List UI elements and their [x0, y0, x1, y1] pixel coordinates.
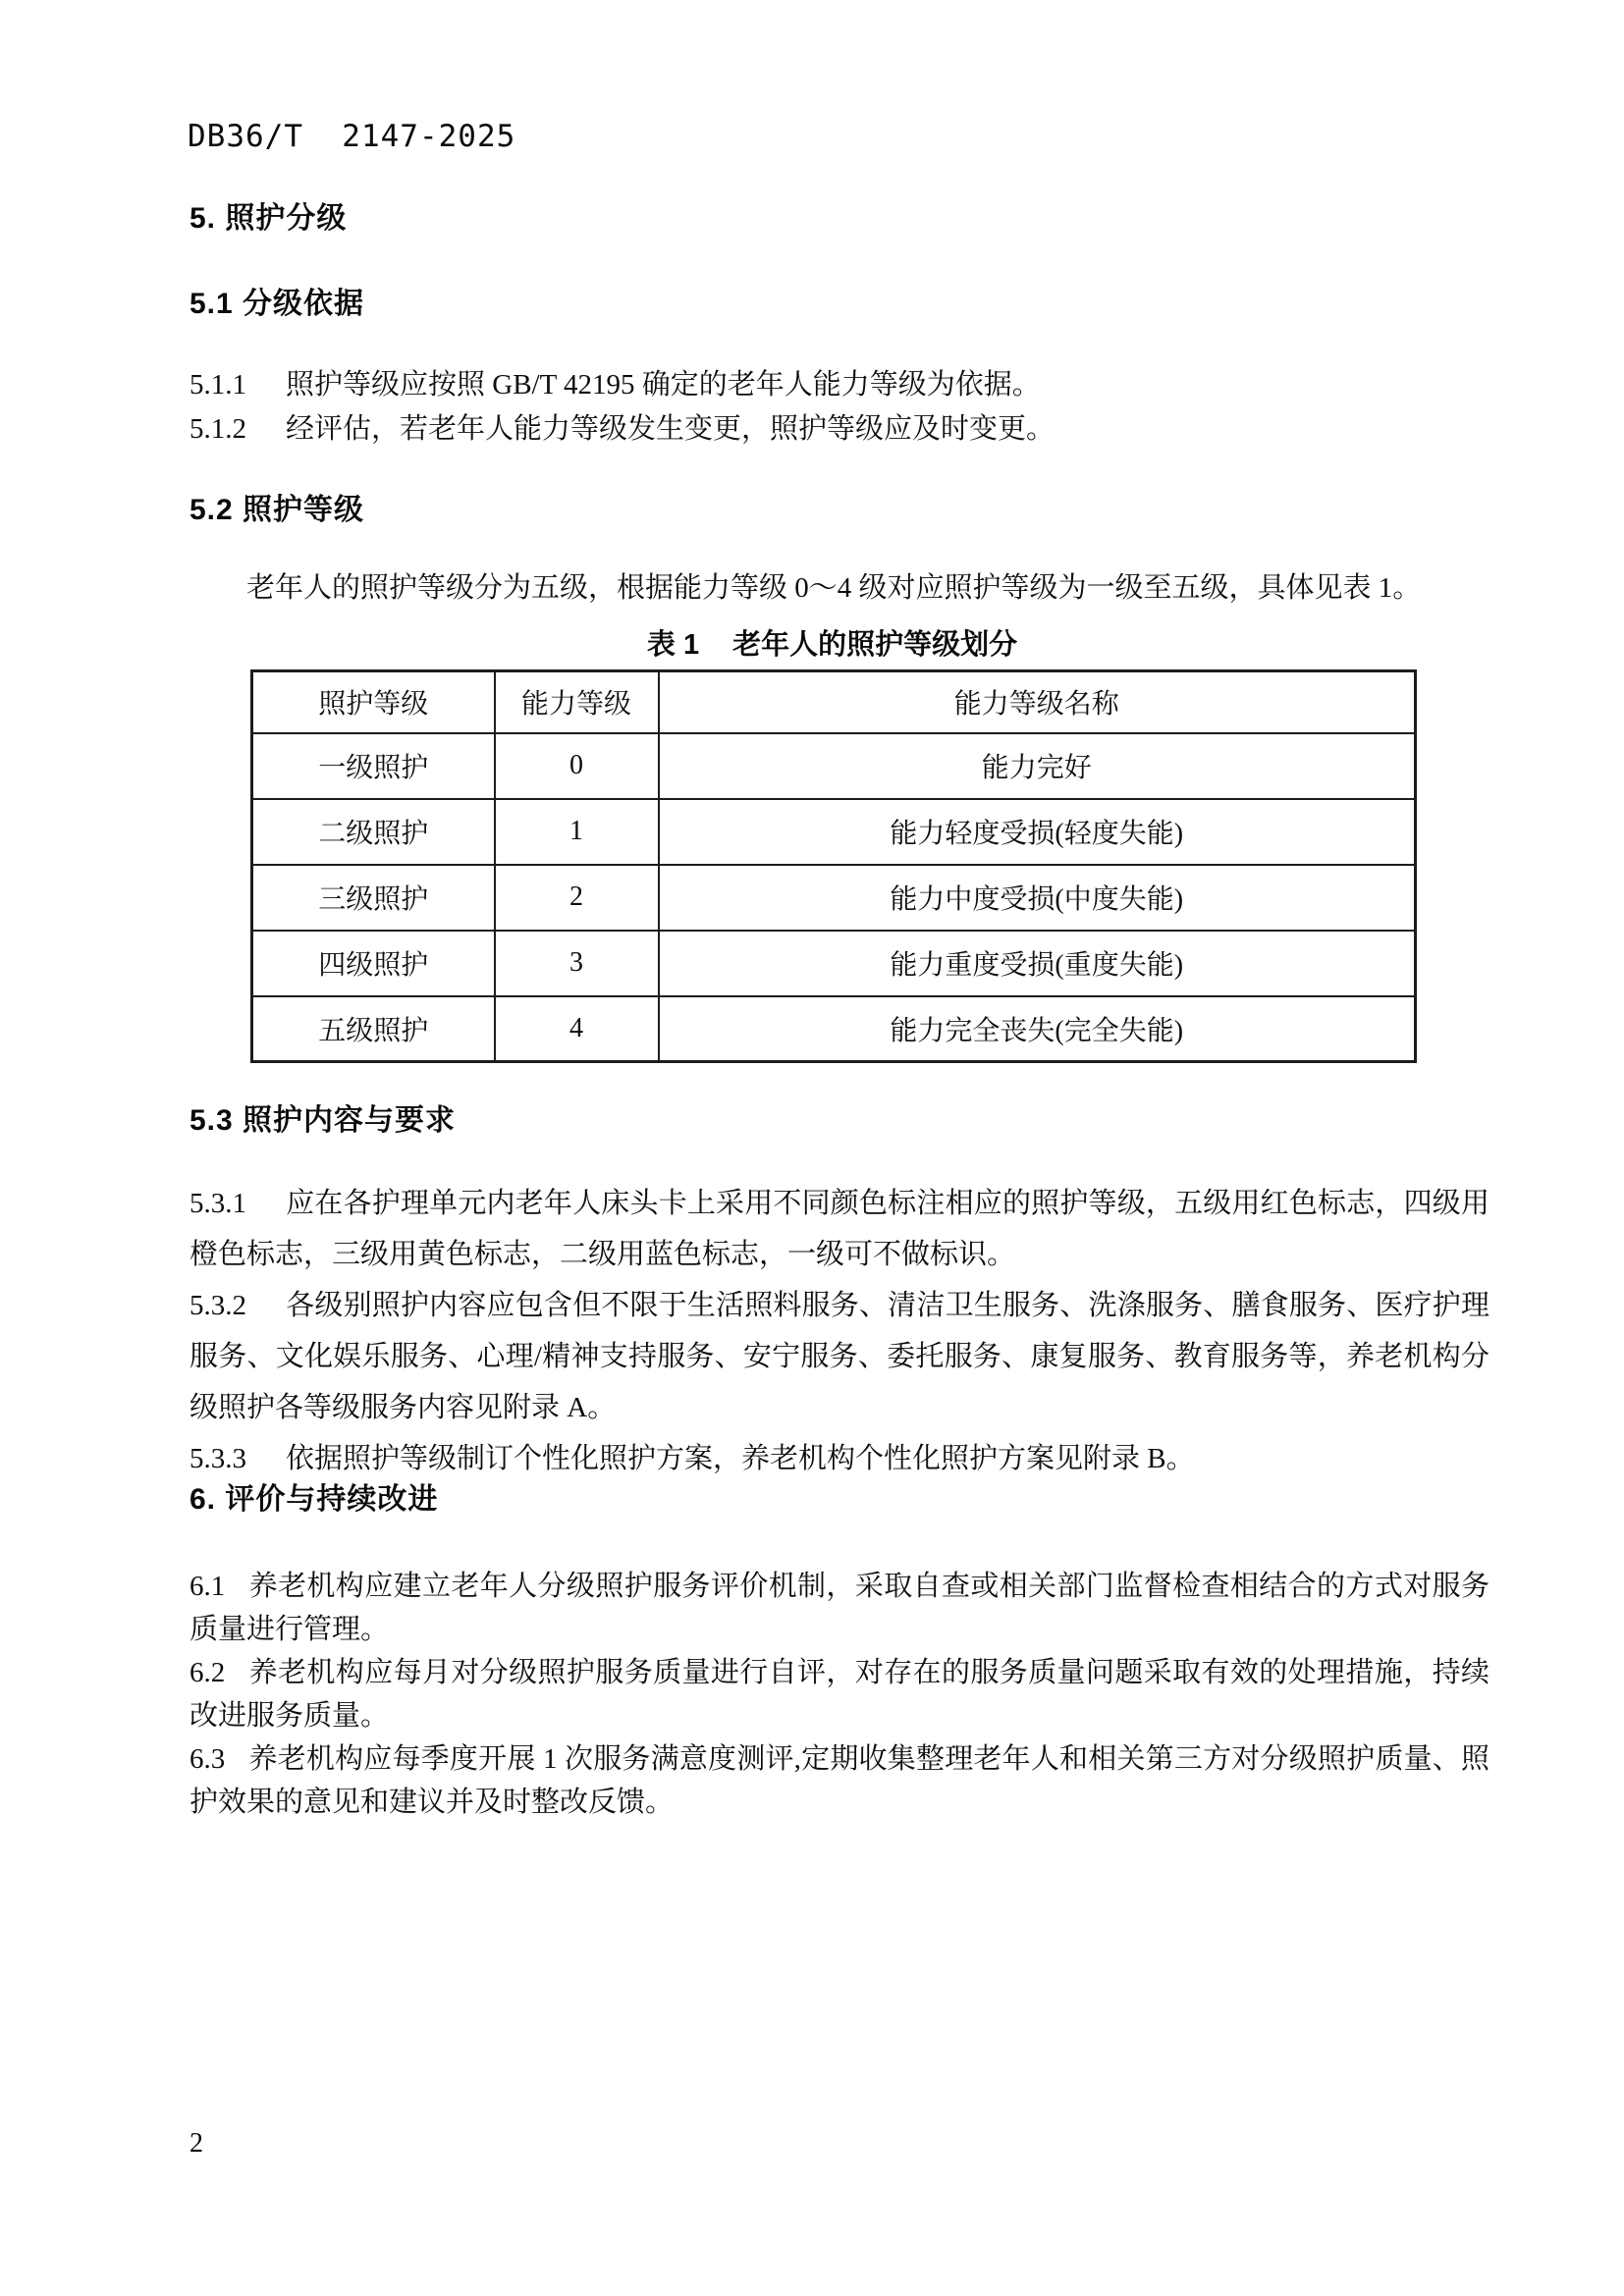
col-header-ability-name: 能力等级名称: [659, 671, 1416, 733]
clause-number: 5.1.1: [189, 369, 246, 400]
clause-text: 养老机构应每季度开展 1 次服务满意度测评,定期收集整理老年人和相关第三方对分级照护质量、照护效果的意见和建议并及时整改反馈。: [189, 1743, 1489, 1818]
section-5-2-title: 5.2 照护等级: [189, 494, 365, 526]
page-number: 2: [189, 2128, 203, 2159]
clause-5-1-1: [189, 363, 1489, 407]
section-5-3-title: 5.3 照护内容与要求: [189, 1104, 457, 1137]
clause-text: 养老机构应每月对分级照护服务质量进行自评，对存在的服务质量问题采取有效的处理措施，持续改进服务质量。: [189, 1657, 1489, 1732]
clause-number: 6.3: [189, 1743, 226, 1775]
table-header-row: [252, 671, 1416, 733]
section-6-clauses: [189, 1565, 1489, 1824]
standard-number-header: DB36/T 2147-2025: [188, 119, 516, 154]
cell-ability-grade: 1: [495, 799, 659, 865]
cell-ability-name: 能力中度受损(中度失能): [659, 865, 1416, 931]
cell-care-grade: 二级照护: [252, 799, 495, 865]
clause-text: 照护等级应按照 GB/T 42195 确定的老年人能力等级为依据。: [286, 369, 1041, 400]
care-grade-table: [250, 669, 1417, 1063]
clause-6-2: [189, 1651, 1489, 1737]
clause-6-1: [189, 1565, 1489, 1651]
cell-care-grade: 一级照护: [252, 733, 495, 799]
clause-number: 5.3.2: [189, 1290, 246, 1321]
section-6-title: 6. 评价与持续改进: [189, 1483, 439, 1516]
cell-care-grade: 五级照护: [252, 996, 495, 1062]
cell-ability-name: 能力完全丧失(完全失能): [659, 996, 1416, 1062]
clause-5-1-2: [189, 407, 1489, 452]
section-5-title: 5. 照护分级: [189, 202, 348, 235]
table-1-caption-label: 表 1: [646, 629, 700, 661]
clause-text: 应在各护理单元内老年人床头卡上采用不同颜色标注相应的照护等级，五级用红色标志，四级用橙色标志，三级用黄色标志，二级用蓝色标志，一级可不做标识。: [189, 1188, 1489, 1270]
clause-number: 6.1: [189, 1571, 226, 1602]
clause-text: 经评估，若老年人能力等级发生变更，照护等级应及时变更。: [286, 413, 1056, 445]
cell-ability-grade: 3: [495, 931, 659, 996]
table-row: [252, 996, 1416, 1062]
section-5-3-clauses: [189, 1178, 1489, 1484]
clause-5-3-1: [189, 1178, 1489, 1280]
table-row: [252, 733, 1416, 799]
cell-care-grade: 四级照护: [252, 931, 495, 996]
table-row: [252, 799, 1416, 865]
table-row: [252, 931, 1416, 996]
clause-text: 养老机构应建立老年人分级照护服务评价机制，采取自查或相关部门监督检查相结合的方式对服务质量进行管理。: [189, 1571, 1489, 1645]
col-header-ability-grade: 能力等级: [495, 671, 659, 733]
table-1-caption-title: 老年人的照护等级划分: [732, 629, 1018, 661]
clause-6-3: [189, 1737, 1489, 1824]
clause-number: 5.3.1: [189, 1188, 246, 1219]
table-1-caption: [250, 622, 1414, 663]
clause-number: 6.2: [189, 1657, 226, 1688]
clause-text: 依据照护等级制订个性化照护方案，养老机构个性化照护方案见附录 B。: [286, 1443, 1195, 1474]
section-5-1-title: 5.1 分级依据: [189, 288, 365, 320]
clause-5-3-3: [189, 1433, 1489, 1484]
clause-text: 各级别照护内容应包含但不限于生活照料服务、清洁卫生服务、洗涤服务、膳食服务、医疗护理服务、文化娱乐服务、心理/精神支持服务、安宁服务、委托服务、康复服务、教育服务等，养老机构分级照护各等级服务内容见附录 A。: [189, 1290, 1489, 1423]
table-row: [252, 865, 1416, 931]
section-5-1-clauses: [189, 363, 1489, 452]
cell-ability-name: 能力重度受损(重度失能): [659, 931, 1416, 996]
col-header-care-grade: 照护等级: [252, 671, 495, 733]
cell-ability-grade: 2: [495, 865, 659, 931]
section-5-2-paragraph: 老年人的照护等级分为五级，根据能力等级 0～4 级对应照护等级为一级至五级，具体见表 1。: [246, 572, 1422, 604]
cell-ability-name: 能力完好: [659, 733, 1416, 799]
clause-number: 5.3.3: [189, 1443, 246, 1474]
cell-ability-grade: 4: [495, 996, 659, 1062]
cell-ability-grade: 0: [495, 733, 659, 799]
cell-care-grade: 三级照护: [252, 865, 495, 931]
cell-ability-name: 能力轻度受损(轻度失能): [659, 799, 1416, 865]
clause-5-3-2: [189, 1280, 1489, 1433]
clause-number: 5.1.2: [189, 413, 246, 445]
